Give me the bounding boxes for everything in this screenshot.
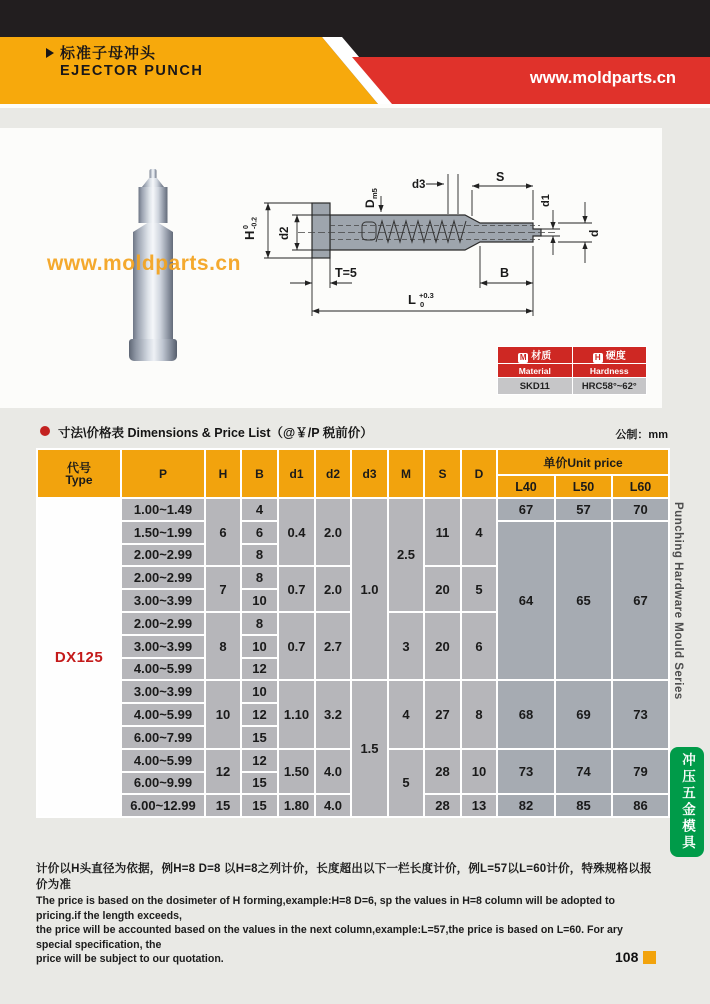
cell-d2: 2.7	[315, 612, 351, 680]
cell-B: 6	[241, 521, 278, 544]
page-header-banner	[0, 0, 710, 104]
pricing-note-cn: 计价以H头直径为依据，例H=8 D=8 以H=8之列计价，长度超出以下一栏长度计价，例L=57以L=60计价，特殊规格以报价为准	[36, 863, 652, 891]
cell-S: 28	[424, 794, 461, 817]
red-bullet-icon	[40, 426, 50, 436]
cell-L40: 68	[497, 680, 555, 748]
cell-d2: 4.0	[315, 749, 351, 795]
cell-d2: 2.0	[315, 566, 351, 612]
material-table-header-cn	[498, 347, 647, 364]
cell-S: 27	[424, 680, 461, 748]
cell-D: 8	[461, 680, 497, 748]
cell-P: 6.00~12.99	[121, 794, 205, 817]
drawing-panel	[0, 128, 662, 408]
dim-label-s: S	[496, 170, 505, 184]
cell-S: 28	[424, 749, 461, 795]
cell-L50: 65	[555, 521, 612, 681]
cell-d1: 0.7	[278, 566, 315, 612]
cell-D: 4	[461, 498, 497, 566]
cell-B: 4	[241, 498, 278, 521]
material-m-icon: M	[519, 353, 527, 362]
cell-L50: 69	[555, 680, 612, 748]
price-table	[36, 448, 670, 818]
pricing-note-en-2: the price will be accounted based on the values in the next column,example:L=57,the price is based on L=60. For ary special specification, the	[36, 924, 623, 951]
punch-photo-taper	[133, 223, 173, 232]
page-number-row	[615, 949, 656, 965]
cell-H: 12	[205, 749, 241, 795]
cell-P: 1.50~1.99	[121, 521, 205, 544]
cell-L40: 82	[497, 794, 555, 817]
col-header-type: 代号 Type	[37, 449, 121, 498]
cell-D: 13	[461, 794, 497, 817]
cell-L60: 67	[612, 521, 669, 681]
cell-d2: 3.2	[315, 680, 351, 748]
col-header-S: S	[424, 449, 461, 498]
col-header-unit-price: 单价Unit price	[497, 449, 669, 475]
cell-P: 3.00~3.99	[121, 635, 205, 658]
cell-d3: 1.5	[351, 680, 388, 817]
material-table-header-en	[498, 364, 647, 378]
section-title-row	[36, 422, 668, 442]
page-title-cn: 标准子母冲头	[60, 45, 157, 62]
cell-S: 11	[424, 498, 461, 566]
col-header-H: H	[205, 449, 241, 498]
price-table-body	[37, 498, 669, 817]
cell-L50: 74	[555, 749, 612, 795]
cell-L50: 85	[555, 794, 612, 817]
cell-D: 10	[461, 749, 497, 795]
cell-L60: 70	[612, 498, 669, 521]
dim-label-d1: d1	[540, 194, 552, 207]
punch-photo-neck	[139, 187, 168, 223]
material-header-en: Material	[498, 364, 573, 378]
cell-L40: 67	[497, 498, 555, 521]
pricing-note-en-3: price will be subject to our quotation.	[36, 953, 224, 965]
cell-P: 3.00~3.99	[121, 680, 205, 703]
hardness-header-en: Hardness	[572, 364, 647, 378]
cell-d3: 1.0	[351, 498, 388, 680]
cell-M: 4	[388, 680, 424, 748]
table-row	[37, 498, 669, 521]
col-header-L50: L50	[555, 475, 612, 498]
punch-photo-cone	[142, 178, 164, 187]
series-label-cn: 冲压五金模具	[680, 752, 695, 852]
cell-B: 10	[241, 680, 278, 703]
cell-P: 4.00~5.99	[121, 703, 205, 726]
cell-P: 2.00~2.99	[121, 612, 205, 635]
material-table	[497, 346, 647, 395]
cell-L60: 79	[612, 749, 669, 795]
dim-label-l-tol-top: +0.3	[419, 291, 434, 300]
cell-P: 6.00~9.99	[121, 772, 205, 795]
cell-B: 15	[241, 772, 278, 795]
page-title-en: EJECTOR PUNCH	[60, 63, 204, 79]
cell-d1: 1.80	[278, 794, 315, 817]
col-header-B: B	[241, 449, 278, 498]
cell-B: 8	[241, 566, 278, 589]
dim-label-h-tol-top: 0	[243, 225, 250, 229]
cell-d1: 1.50	[278, 749, 315, 795]
series-label-en: Punching Hardware Mould Series	[672, 502, 684, 700]
cell-B: 10	[241, 635, 278, 658]
cell-L40: 64	[497, 521, 555, 681]
dim-label-d3: d3	[412, 179, 426, 191]
material-header-cn: M 材质	[498, 347, 573, 364]
col-header-D: D	[461, 449, 497, 498]
cell-L40: 73	[497, 749, 555, 795]
cell-P: 2.00~2.99	[121, 544, 205, 567]
cell-M: 2.5	[388, 498, 424, 612]
cell-P: 1.00~1.49	[121, 498, 205, 521]
cell-D: 6	[461, 612, 497, 680]
col-header-d2: d2	[315, 449, 351, 498]
watermark-text: www.moldparts.cn	[47, 252, 241, 275]
metric-unit-note: 公制：mm	[615, 429, 668, 441]
cell-B: 12	[241, 703, 278, 726]
hardness-h-icon: H	[593, 353, 603, 363]
banner-underline	[0, 104, 710, 108]
pricing-note-en-1: The price is based on the dosimeter of H forming,example:H=8 D=6, sp the values in H=8 column will be adopted to pricing.if the length exceeds,	[36, 895, 615, 922]
col-header-P: P	[121, 449, 205, 498]
table-row	[37, 680, 669, 703]
col-header-L40: L40	[497, 475, 555, 498]
page-number-square-icon	[643, 951, 656, 964]
material-value: SKD11	[498, 378, 573, 395]
cell-M: 3	[388, 612, 424, 680]
cell-d1: 0.7	[278, 612, 315, 680]
cell-B: 15	[241, 794, 278, 817]
cell-P: 3.00~3.99	[121, 589, 205, 612]
cell-L50: 57	[555, 498, 612, 521]
dim-label-d: d	[587, 229, 601, 237]
cell-P: 4.00~5.99	[121, 658, 205, 681]
cell-B: 8	[241, 612, 278, 635]
dim-label-b: B	[500, 266, 510, 280]
punch-photo-tip	[150, 169, 157, 178]
col-header-M: M	[388, 449, 424, 498]
dim-label-dm-sub: m5	[370, 188, 379, 199]
cell-d1: 0.4	[278, 498, 315, 566]
series-tab-green	[670, 747, 704, 857]
cell-S: 20	[424, 566, 461, 612]
punch-photo-flange	[129, 339, 177, 361]
dim-label-h-tol-bottom: -0.2	[251, 216, 259, 229]
col-header-L60: L60	[612, 475, 669, 498]
cell-B: 8	[241, 544, 278, 567]
cell-H: 15	[205, 794, 241, 817]
dim-label-h: H	[242, 230, 257, 240]
cell-L60: 86	[612, 794, 669, 817]
hardness-value: HRC58°~62°	[572, 378, 647, 395]
title-triangle-icon	[46, 48, 54, 58]
hardness-header-cn: H 硬度	[572, 347, 647, 364]
cell-M: 5	[388, 749, 424, 817]
cell-d1: 1.10	[278, 680, 315, 748]
cell-d2: 4.0	[315, 794, 351, 817]
cell-H: 6	[205, 498, 241, 566]
cell-S: 20	[424, 612, 461, 680]
cell-H: 10	[205, 680, 241, 748]
dim-label-l-tol-bottom: 0	[420, 300, 425, 309]
section-title: 寸法\价格表 Dimensions & Price List（@￥/P 税前价）	[58, 426, 373, 440]
cell-L60: 73	[612, 680, 669, 748]
technical-drawing	[240, 150, 665, 365]
website-url[interactable]: www.moldparts.cn	[529, 69, 676, 87]
type-cell: DX125	[37, 498, 121, 817]
cell-P: 6.00~7.99	[121, 726, 205, 749]
cell-P: 2.00~2.99	[121, 566, 205, 589]
pricing-notes	[36, 860, 652, 967]
cell-B: 12	[241, 658, 278, 681]
cell-B: 15	[241, 726, 278, 749]
punch-photo-body	[133, 232, 173, 339]
cell-H: 8	[205, 612, 241, 680]
cell-P: 4.00~5.99	[121, 749, 205, 772]
cell-H: 7	[205, 566, 241, 612]
col-header-d3: d3	[351, 449, 388, 498]
cell-D: 5	[461, 566, 497, 612]
page-number: 108	[615, 949, 639, 965]
dim-label-t: T=5	[335, 266, 357, 280]
dim-label-l: L	[408, 292, 416, 307]
dim-label-d2: d2	[279, 226, 291, 240]
dim-label-dm: D	[363, 199, 377, 208]
cell-d2: 2.0	[315, 498, 351, 566]
material-table-values	[498, 378, 647, 395]
col-header-d1: d1	[278, 449, 315, 498]
cell-B: 10	[241, 589, 278, 612]
cell-B: 12	[241, 749, 278, 772]
